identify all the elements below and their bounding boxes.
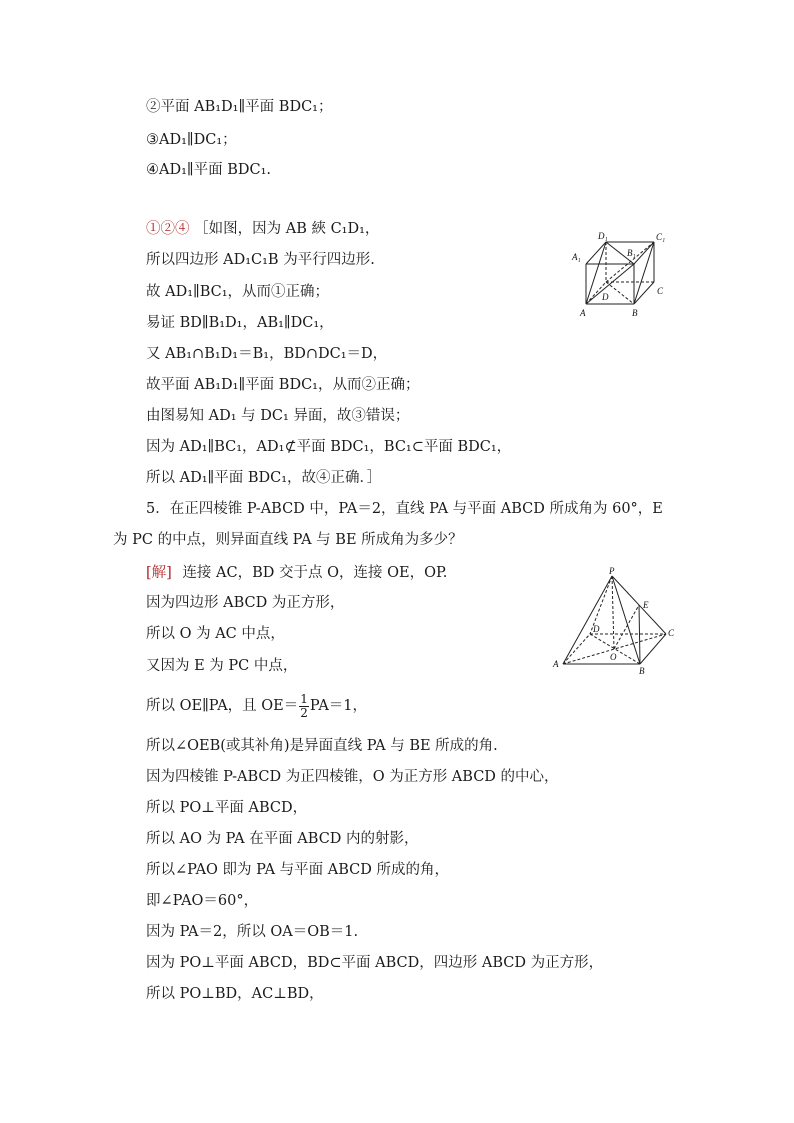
- vertex-label: B: [639, 666, 645, 676]
- segment-BE: [639, 605, 640, 664]
- solution-label: [解]: [146, 565, 172, 581]
- edge: [563, 576, 612, 664]
- text-line: 又因为 E 为 PC 中点，: [146, 658, 298, 674]
- diagonal: [634, 242, 654, 304]
- vertex-label: D: [593, 624, 600, 634]
- edge: [634, 282, 654, 304]
- text-line: 所以 PO⊥平面 ABCD，: [146, 800, 308, 816]
- problem-5-line-1: 5．在正四棱锥 P-ABCD 中，PA＝2，直线 PA 与平面 ABCD 所成角为 60°，E: [146, 501, 663, 517]
- text-line: 因为四边形 ABCD 为正方形，: [146, 595, 345, 611]
- hidden-diagonal: [606, 282, 634, 304]
- text-fragment: 连接 AC，BD 交于点 O，连接 OE，OP.: [182, 565, 448, 581]
- text-fragment: ［如图，因为 AB 綊 C₁D₁，: [194, 221, 380, 237]
- pyramid-figure: [548, 566, 688, 678]
- vertex-label: A: [580, 308, 586, 318]
- text-line: 因为四棱锥 P-ABCD 为正四棱锥，O 为正方形 ABCD 的中心，: [146, 769, 559, 785]
- text-line: 所以∠PAO 即为 PA 与平面 ABCD 所成的角，: [146, 862, 449, 878]
- cube-figure: [566, 228, 676, 323]
- vertex-label: B: [632, 308, 638, 318]
- vertex-label: A: [553, 659, 559, 669]
- text-line: 所以∠OEB(或其补角)是异面直线 PA 与 BE 所成的角.: [146, 738, 498, 754]
- hidden-segment-OE: [614, 605, 639, 649]
- solution-line: [146, 563, 447, 583]
- vertex-label: C: [668, 628, 675, 638]
- text-line: 所以 O 为 AC 中点，: [146, 626, 285, 642]
- vertex-label: E: [643, 600, 649, 610]
- text-line: 故平面 AB₁D₁∥平面 BDC₁，从而②正确；: [146, 377, 420, 393]
- edge: [640, 634, 666, 664]
- text-line: 所以四边形 AD₁C₁B 为平行四边形.: [146, 252, 375, 268]
- vertex-label: D₁: [598, 231, 608, 241]
- answer-line: [146, 219, 379, 239]
- vertex-label: B₁: [627, 248, 636, 258]
- text-line: 由图易知 AD₁ 与 DC₁ 异面，故③错误；: [146, 408, 410, 424]
- fraction: [299, 693, 309, 720]
- text-line: ③AD₁∥DC₁；: [146, 132, 237, 148]
- text-line: 因为 AD₁∥BC₁，AD₁⊄平面 BDC₁，BC₁⊂平面 BDC₁，: [146, 439, 512, 455]
- text-line: 又 AB₁∩B₁D₁＝B₁，BD∩DC₁＝D，: [146, 346, 388, 362]
- edge: [634, 242, 654, 264]
- text-line: 所以 AO 为 PA 在平面 ABCD 内的射影，: [146, 831, 419, 847]
- edge: [586, 242, 606, 264]
- fraction-denominator: 2: [300, 705, 308, 720]
- text-line: 所以 PO⊥BD，AC⊥BD，: [146, 986, 324, 1002]
- text-line: 即∠PAO＝60°，: [146, 893, 259, 909]
- text-line: 易证 BD∥B₁D₁，AB₁∥DC₁，: [146, 315, 334, 331]
- text-fragment: PA＝1，: [309, 698, 368, 714]
- answer-marks: ①②④: [146, 221, 190, 237]
- vertex-label: A₁: [572, 252, 581, 262]
- vertex-label: P: [609, 566, 615, 576]
- text-line: 所以 AD₁∥平面 BDC₁，故④正确．］: [146, 470, 382, 486]
- fraction-numerator: 1: [300, 691, 308, 706]
- fraction-line: [146, 692, 367, 720]
- vertex-label: D: [602, 292, 609, 302]
- hidden-edge: [563, 634, 590, 664]
- edge: [612, 576, 640, 664]
- vertex-label: O: [610, 652, 617, 662]
- text-line: 因为 PO⊥平面 ABCD，BD⊂平面 ABCD，四边形 ABCD 为正方形，: [146, 955, 604, 971]
- problem-5-line-2: 为 PC 的中点，则异面直线 PA 与 BE 所成角为多少？: [113, 532, 463, 548]
- hidden-segment-PO: [612, 576, 614, 649]
- vertex-label: C: [657, 286, 664, 296]
- text-fragment: 所以 OE∥PA，且 OE＝: [146, 698, 299, 714]
- text-line: ④AD₁∥平面 BDC₁.: [146, 162, 272, 178]
- text-line: ②平面 AB₁D₁∥平面 BDC₁；: [146, 99, 333, 115]
- vertex-label: C₁: [656, 232, 666, 242]
- text-line: 故 AD₁∥BC₁，从而①正确；: [146, 284, 330, 300]
- text-line: 因为 PA＝2，所以 OA＝OB＝1.: [146, 924, 359, 940]
